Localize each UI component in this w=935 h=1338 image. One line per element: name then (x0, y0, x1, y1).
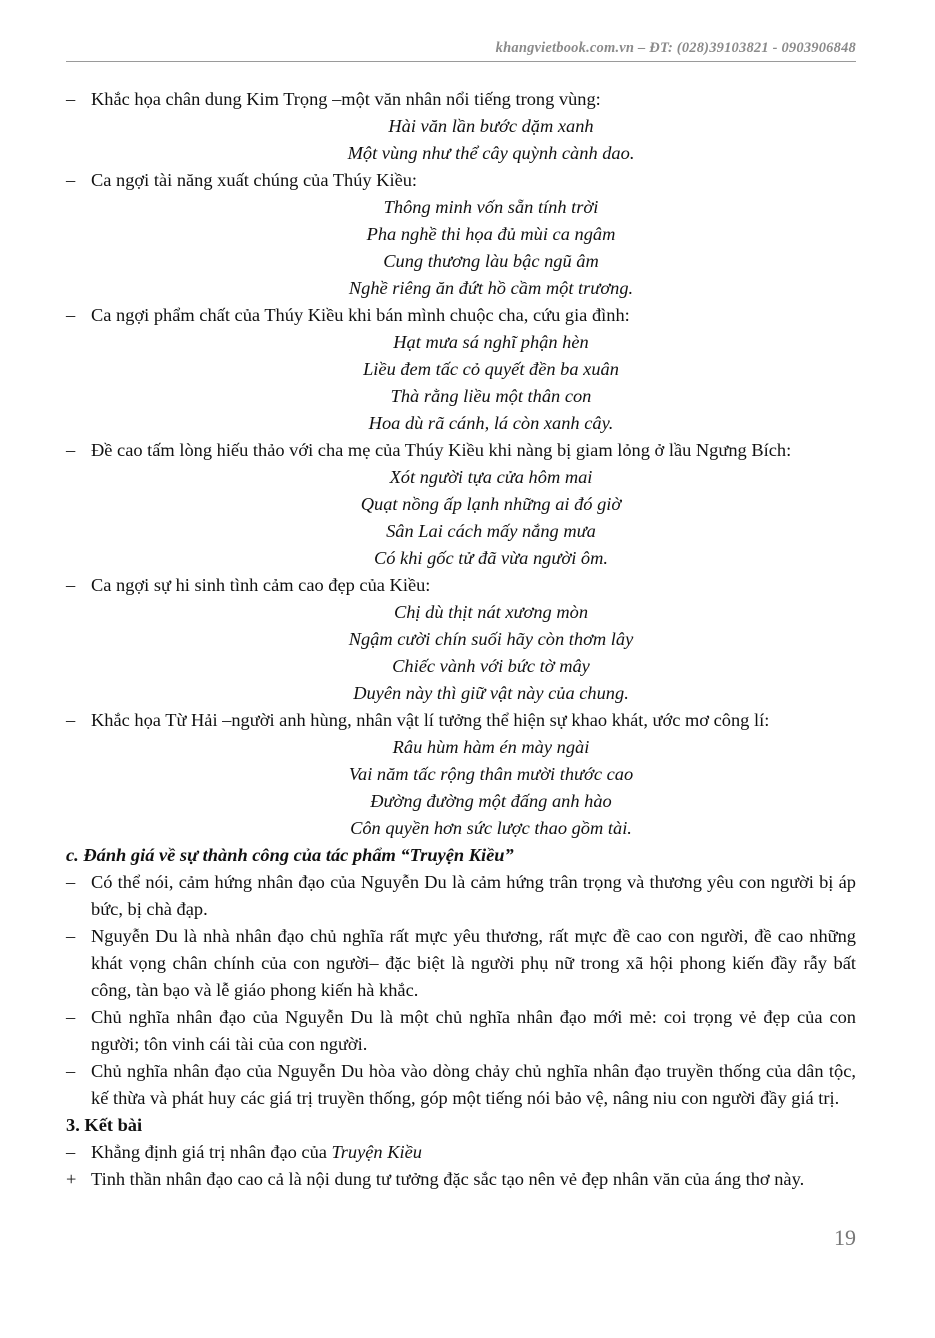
list-item-tu-hai (66, 707, 856, 734)
verse-line: Có khi gốc tử đã vừa người ôm. (373, 548, 608, 568)
verse-line: Một vùng như thể cây quỳnh cành dao. (347, 143, 635, 163)
section-heading-danh-gia: c. Đánh giá về sự thành công của tác phẩm “Truyện Kiều” (66, 845, 514, 865)
bullet-dash: – (66, 1142, 76, 1162)
list-item-text: Có thể nói, cảm hứng nhân đạo của Nguyễn Du là cảm hứng trân trọng và thương yêu con người bị áp bức, bị chà đạp. (91, 872, 856, 919)
list-item (66, 1058, 856, 1112)
bullet-dash: – (66, 170, 76, 190)
verse-line: Nghề riêng ăn đứt hồ cầm một trương. (348, 278, 634, 298)
list-item (66, 869, 856, 923)
verse-line: Thông minh vốn sẵn tính trời (383, 197, 599, 217)
verse-line: Pha nghề thi họa đủ mùi ca ngâm (366, 224, 616, 244)
list-item-text: Tinh thần nhân đạo cao cả là nội dung tư tưởng đặc sắc tạo nên vẻ đẹp nhân văn của áng thơ này. (91, 1169, 805, 1189)
page-number: 19 (834, 1225, 856, 1250)
list-item-text: Ca ngợi phẩm chất của Thúy Kiều khi bán mình chuộc cha, cứu gia đình: (91, 305, 630, 325)
verse-line: Côn quyền hơn sức lược thao gồm tài. (350, 818, 632, 838)
verse-line: Xót người tựa cửa hôm mai (389, 467, 593, 487)
verse-line: Vai năm tấc rộng thân mười thước cao (348, 764, 634, 784)
verse-line: Râu hùm hàm én mày ngài (392, 737, 590, 757)
list-item-text: Đề cao tấm lòng hiếu thảo với cha mẹ của Thúy Kiều khi nàng bị giam lỏng ở lầu Ngưng Bích: (91, 440, 792, 460)
section-heading-ket-bai: 3. Kết bài (66, 1115, 143, 1135)
list-item-prefix: Khẳng định giá trị nhân đạo của (91, 1142, 332, 1162)
list-item-hi-sinh (66, 572, 856, 599)
bullet-plus: + (66, 1169, 77, 1189)
list-item (66, 923, 856, 1004)
list-item-text (91, 1139, 856, 1166)
list-item-text: Ca ngợi sự hi sinh tình cảm cao đẹp của Kiều: (91, 575, 431, 595)
list-item (66, 1139, 856, 1166)
verse-line: Chiếc vành với bức tờ mây (392, 656, 590, 676)
bullet-dash: – (66, 926, 76, 946)
list-item-text: Chủ nghĩa nhân đạo của Nguyễn Du là một chủ nghĩa nhân đạo mới mẻ: coi trọng vẻ đẹp của con người; tôn vinh cái tài của con người. (91, 1007, 856, 1054)
bullet-dash: – (66, 575, 76, 595)
verse-line: Chị dù thịt nát xương mòn (393, 602, 589, 622)
list-item (66, 1166, 856, 1193)
verse-line: Duyên này thì giữ vật này của chung. (353, 683, 629, 703)
verse-line: Thà rằng liều một thân con (390, 386, 592, 406)
bullet-dash: – (66, 1007, 76, 1027)
verse-line: Đường đường một đấng anh hào (370, 791, 612, 811)
verse-line: Sân Lai cách mấy nắng mưa (386, 521, 596, 541)
list-item-text: Khắc họa Từ Hải –người anh hùng, nhân vật lí tưởng thể hiện sự khao khát, ước mơ công lí: (91, 710, 770, 730)
bullet-dash: – (66, 710, 76, 730)
verse-line: Hài văn lần bước dặm xanh (388, 116, 594, 136)
page-content (66, 86, 856, 1193)
list-item (66, 1004, 856, 1058)
list-item-text: Ca ngợi tài năng xuất chúng của Thúy Kiều: (91, 170, 418, 190)
bullet-dash: – (66, 89, 76, 109)
bullet-dash: – (66, 872, 76, 892)
list-item-text: Chủ nghĩa nhân đạo của Nguyễn Du hòa vào dòng chảy chủ nghĩa nhân đạo truyền thống của dân tộc, kế thừa và phát huy các giá trị truyền thống, góp một tiếng nói bảo vệ, nâng niu con người đầy giá trị. (91, 1061, 856, 1108)
verse-line: Quạt nồng ấp lạnh những ai đó giờ (360, 494, 622, 514)
list-item-hieu-thao (66, 437, 856, 464)
list-item-text: Nguyễn Du là nhà nhân đạo chủ nghĩa rất mực yêu thương, rất mực đề cao con người, đề cao những khát vọng chân chính của con người– đặc biệt là người phụ nữ trong xã hội phong kiến đầy rẫy bất công, tàn bạo và lễ giáo phong kiến hà khắc. (91, 926, 856, 1000)
list-item-text: Khắc họa chân dung Kim Trọng –một văn nhân nổi tiếng trong vùng: (91, 89, 601, 109)
work-title: Truyện Kiều (331, 1142, 422, 1162)
verse-line: Hạt mưa sá nghĩ phận hèn (393, 332, 589, 352)
verse-line: Hoa dù rã cánh, lá còn xanh cây. (368, 413, 614, 433)
bullet-dash: – (66, 305, 76, 325)
list-item-pham-chat (66, 302, 856, 329)
verse-line: Ngậm cười chín suối hãy còn thơm lây (348, 629, 634, 649)
list-item-kim-trong (66, 86, 856, 113)
bullet-dash: – (66, 440, 76, 460)
verse-line: Liều đem tấc cỏ quyết đền ba xuân (363, 359, 619, 379)
header-divider (66, 61, 856, 62)
verse-line: Cung thương làu bậc ngũ âm (383, 251, 599, 271)
page-header: khangvietbook.com.vn – ĐT: (028)39103821 - 0903906848 (495, 40, 856, 56)
bullet-dash: – (66, 1061, 76, 1081)
list-item-tai-nang (66, 167, 856, 194)
